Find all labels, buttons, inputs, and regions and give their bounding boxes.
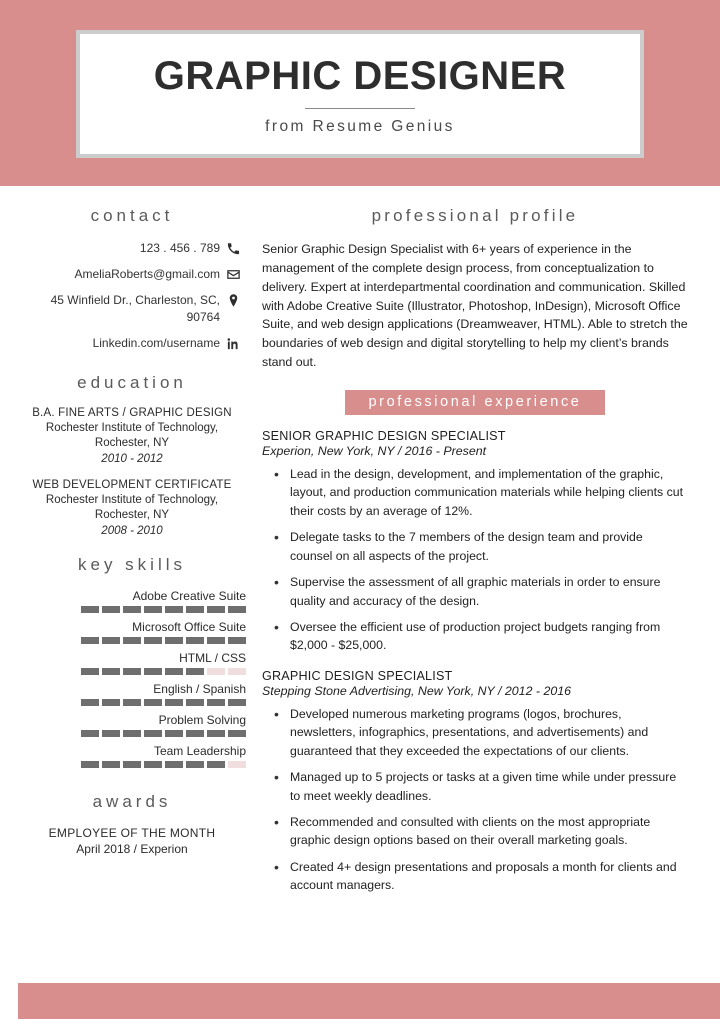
education-item xyxy=(18,479,246,537)
job-bullet: • Supervise the assessment of all graphic materials in order to ensure quality and accuracy of the design. xyxy=(290,573,688,610)
contact-item-address xyxy=(18,292,246,324)
job-bullet: • Lead in the design, development, and implementation of the graphic, layout, and production communication materials while helping clients cut their costs by an average of 12%. xyxy=(290,465,688,520)
skill-segment xyxy=(81,761,99,768)
contact-email-text[interactable]: AmeliaRoberts@gmail.com xyxy=(74,267,220,282)
skill-segment xyxy=(207,761,225,768)
skill-segment xyxy=(123,699,141,706)
skill-segment xyxy=(207,699,225,706)
title-divider xyxy=(305,108,415,109)
award-title: EMPLOYEE OF THE MONTH xyxy=(48,826,216,840)
education-degree: B.A. FINE ARTS / GRAPHIC DESIGN xyxy=(32,406,232,419)
skill-item xyxy=(18,620,246,644)
contact-list xyxy=(18,240,246,351)
skill-label: English / Spanish xyxy=(153,682,246,696)
linkedin-icon xyxy=(220,335,246,351)
skill-segment xyxy=(81,699,99,706)
skill-rating-bar xyxy=(18,668,246,675)
skill-segment xyxy=(165,606,183,613)
skill-segment xyxy=(102,761,120,768)
job-bullet: • Delegate tasks to the 7 members of the design team and provide counsel on all aspects of the project. xyxy=(290,528,688,565)
contact-heading: contact xyxy=(90,206,174,225)
skill-segment xyxy=(102,606,120,613)
skills-heading: key skills xyxy=(77,555,186,574)
skill-label: HTML / CSS xyxy=(179,651,246,665)
main-content xyxy=(262,206,688,909)
education-degree: WEB DEVELOPMENT CERTIFICATE xyxy=(32,478,232,491)
skill-segment xyxy=(165,730,183,737)
page-subtitle: from Resume Genius xyxy=(265,118,455,135)
footer-band xyxy=(0,983,720,1019)
award-item xyxy=(18,826,246,856)
job-bullet: • Oversee the efficient use of production project budgets ranging from $2,000 - $25,000. xyxy=(290,618,688,655)
job-bullets xyxy=(262,705,688,895)
skill-segment xyxy=(228,699,246,706)
skill-rating-bar xyxy=(18,699,246,706)
skill-segment xyxy=(228,730,246,737)
education-item xyxy=(18,407,246,465)
profile-text: Senior Graphic Design Specialist with 6+ years of experience in the management of the complete design process, from conceptualization to delivery. Expert at interdepartmental coordination and communication. Skilled with Adobe Creative Suite (Illustrator, Photoshop, InDesign), Microsoft Office Suite, and web design applications (Dreamweaver, HTML). Able to stretch the boundaries of web design and digital storytelling to help my client’s brands stand out. xyxy=(262,242,688,370)
profile-heading: professional profile xyxy=(371,206,579,225)
job-title: GRAPHIC DESIGN SPECIALIST xyxy=(262,668,453,683)
skill-item xyxy=(18,713,246,737)
skill-item xyxy=(18,589,246,613)
skill-item xyxy=(18,682,246,706)
skill-segment xyxy=(81,606,99,613)
skill-segment xyxy=(144,730,162,737)
skill-segment-empty xyxy=(228,668,246,675)
header-band xyxy=(0,0,720,186)
job-meta: Stepping Stone Advertising, New York, NY / 2012 - 2016 xyxy=(262,683,572,698)
education-school: Rochester Institute of Technology, Rochester, NY xyxy=(45,493,219,522)
contact-item-email[interactable] xyxy=(18,266,246,282)
phone-icon xyxy=(220,240,246,256)
experience-heading: professional experience xyxy=(345,390,605,415)
skill-segment xyxy=(102,730,120,737)
header-title-frame xyxy=(76,30,644,158)
award-subtitle: April 2018 / Experion xyxy=(76,842,188,856)
skill-segment xyxy=(186,637,204,644)
skill-segment xyxy=(144,668,162,675)
sidebar xyxy=(18,206,246,856)
skill-item xyxy=(18,651,246,675)
skill-segment xyxy=(144,699,162,706)
education-school: Rochester Institute of Technology, Rochester, NY xyxy=(45,421,219,450)
education-heading: education xyxy=(77,372,187,392)
skill-segment-empty xyxy=(228,761,246,768)
skill-segment xyxy=(207,637,225,644)
education-dates: 2008 - 2010 xyxy=(101,525,163,537)
skill-segment xyxy=(186,761,204,768)
job-bullet: • Developed numerous marketing programs (logos, brochures, newsletters, infographics, presentations, and advertisements) and guaranteed that they exceeded the expectations of our clients. xyxy=(290,705,688,760)
skill-item xyxy=(18,744,246,768)
skill-segment xyxy=(186,606,204,613)
job-bullet: • Created 4+ design presentations and proposals a month for clients and account managers. xyxy=(290,858,688,895)
contact-address-text: 45 Winfield Dr., Charleston, SC, 90764 xyxy=(50,293,220,324)
header-title-box xyxy=(80,34,640,154)
skill-segment xyxy=(144,606,162,613)
skill-segment xyxy=(102,637,120,644)
skill-label: Problem Solving xyxy=(158,713,246,727)
job-bullet: • Recommended and consulted with clients on the most appropriate graphic design options based on their overall marketing goals. xyxy=(290,813,688,850)
skill-label: Microsoft Office Suite xyxy=(132,620,246,634)
footer-left-margin xyxy=(0,983,18,1019)
skill-label: Team Leadership xyxy=(153,744,246,758)
page-title: GRAPHIC DESIGNER xyxy=(153,54,567,98)
skill-segment xyxy=(207,606,225,613)
skill-rating-bar xyxy=(18,730,246,737)
skill-segment xyxy=(228,637,246,644)
skill-rating-bar xyxy=(18,761,246,768)
skill-segment xyxy=(186,668,204,675)
contact-item-phone xyxy=(18,240,246,256)
skill-segment xyxy=(207,730,225,737)
contact-item-linkedin[interactable] xyxy=(18,335,246,351)
job-meta: Experion, New York, NY / 2016 - Present xyxy=(262,443,487,458)
map-pin-icon xyxy=(220,292,246,308)
skill-segment xyxy=(228,606,246,613)
skill-rating-bar xyxy=(18,637,246,644)
skill-segment xyxy=(123,761,141,768)
education-dates: 2010 - 2012 xyxy=(101,452,163,465)
skill-segment xyxy=(81,730,99,737)
skill-segment xyxy=(102,668,120,675)
skill-rating-bar xyxy=(18,606,246,613)
skill-label: Adobe Creative Suite xyxy=(132,589,246,603)
envelope-icon xyxy=(220,266,246,282)
skill-segment xyxy=(81,668,99,675)
skill-segment xyxy=(144,637,162,644)
skill-segment xyxy=(186,699,204,706)
skill-segment xyxy=(165,699,183,706)
experience-item xyxy=(262,429,688,655)
skill-segment xyxy=(165,668,183,675)
resume-body xyxy=(0,186,720,1019)
skill-segment xyxy=(165,761,183,768)
skill-segment xyxy=(144,761,162,768)
contact-linkedin-text[interactable]: Linkedin.com/username xyxy=(92,335,220,350)
skill-segment xyxy=(186,730,204,737)
skill-segment xyxy=(81,637,99,644)
contact-phone-text: 123 . 456 . 789 xyxy=(139,241,220,255)
experience-item xyxy=(262,669,688,895)
skill-segment xyxy=(102,699,120,706)
job-title: SENIOR GRAPHIC DESIGN SPECIALIST xyxy=(262,428,506,443)
skill-segment xyxy=(123,668,141,675)
awards-heading: awards xyxy=(92,792,172,811)
skill-segment xyxy=(123,606,141,613)
skill-segment xyxy=(123,637,141,644)
skill-segment xyxy=(123,730,141,737)
job-bullet: • Managed up to 5 projects or tasks at a given time while under pressure to meet weekly deadlines. xyxy=(290,768,688,805)
skill-segment xyxy=(165,637,183,644)
skill-segment-empty xyxy=(207,668,225,675)
job-bullets xyxy=(262,465,688,655)
